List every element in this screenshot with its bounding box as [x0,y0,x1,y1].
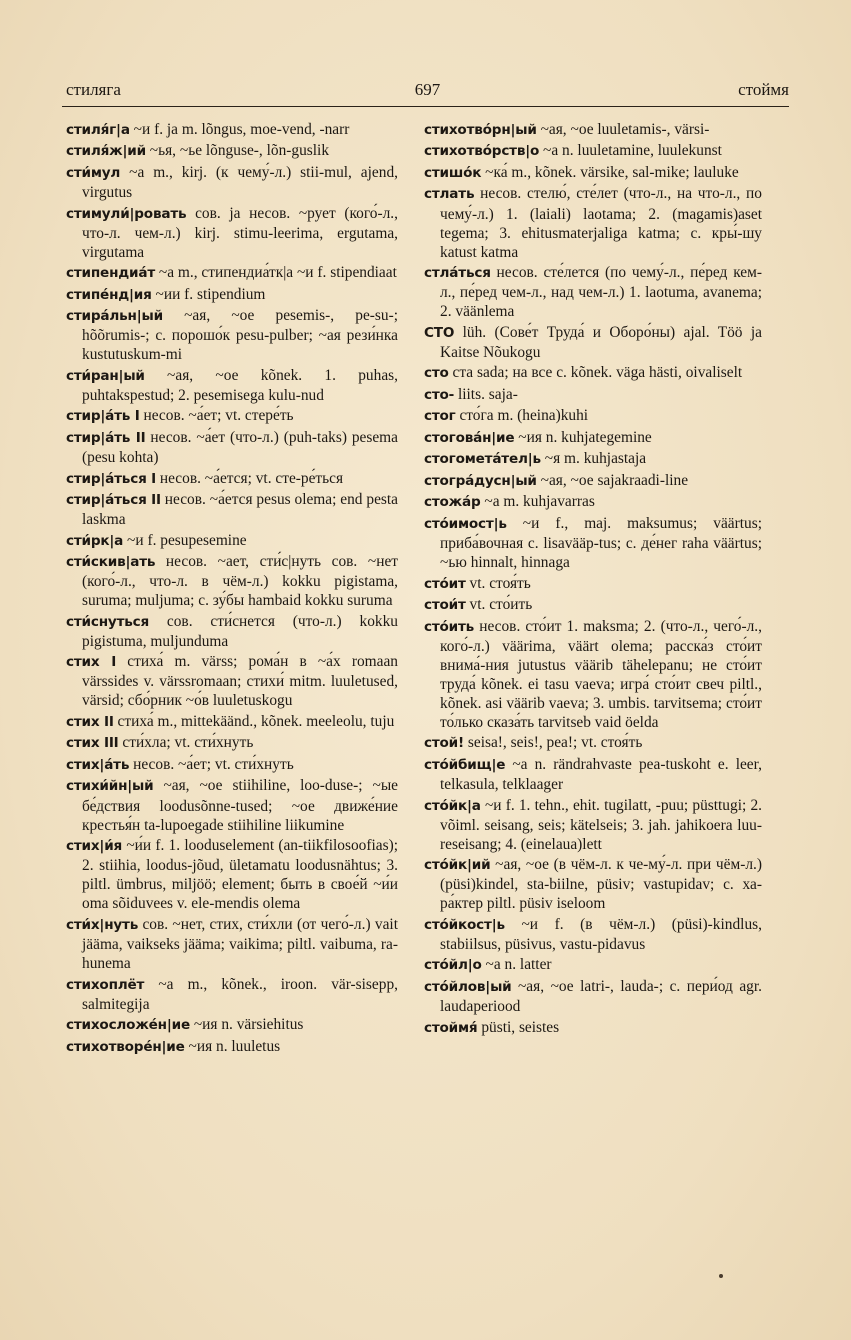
entry-headword: стимули́|ровать [66,205,187,222]
entry-definition: ~ая, ~ое luuletamis-, värsi- [540,121,710,138]
entry-definition: ~и f. ja m. lõngus, moe-vend, -narr [133,121,350,138]
entry-headword: сто́йлов|ый [424,978,512,995]
entry-definition: ~а m. kuhjavarras [484,493,595,511]
dictionary-entry [66,776,398,834]
dictionary-entry [66,1015,398,1035]
entry-headword: сто́йк|а [424,797,481,814]
entry-definition: ~я m. kuhjastaja [544,450,647,468]
entry-headword: стог [424,408,456,425]
entry-definition: ~ии f. stipendium [155,285,266,303]
dictionary-entry [66,915,398,973]
dictionary-entry [424,595,762,615]
dictionary-entry [66,285,398,305]
dictionary-entry [424,915,762,954]
entry-headword: сти́х|нуть [66,916,139,933]
entry-headword: стиля́г|а [66,122,130,138]
entry-headword: сто [424,365,449,382]
entry-headword: стипе́нд|ия [66,286,152,303]
entry-headword: стир|а́ть II [66,429,146,446]
entry-headword: стих II [66,713,114,730]
dictionary-entry [66,712,398,732]
entry-definition: ~ка́ m., kõnek. värsike, sal-mike; lauluke [485,163,739,181]
entry-definition: сти́хла; vt. сти́хнуть [122,734,254,752]
dictionary-entry [424,1018,762,1038]
dictionary-entry [66,1037,398,1057]
dictionary-entry [66,552,398,610]
entry-headword: сто́йкост|ь [424,916,505,933]
dictionary-entry [66,836,398,913]
dictionary-entry [424,428,762,448]
entry-headword: стожа́р [424,494,481,511]
dictionary-entry [424,471,762,491]
entry-headword: сто́йл|о [424,957,482,974]
dictionary-entry [66,975,398,1014]
dictionary-entry [66,141,398,161]
dictionary-entry [424,184,762,261]
entry-headword: стла́ться [424,265,491,282]
dictionary-entry [424,449,762,469]
entry-definition: ~ья, ~ье lõnguse-, lõn-guslik [149,142,330,160]
entry-headword: СТО [424,324,455,341]
ink-spot [719,1274,723,1278]
entry-definition: несов. стелю́, сте́лет (что-л., на что-л., по чему́-л.) 1. (laiali) laotama; 2. (magamis)aset tegema; 3. ehitusmaterjaliga katma; c. кры́-шу katust katma [440,185,762,261]
dictionary-entry [424,120,762,140]
entry-definition: стиха́ m. värss; рома́н в ~а́х romaan värssides v. värssromaan; стихи́ mitm. luuletused, värsid; сбо́рник ~о́в luuletuskogu [82,653,398,710]
dictionary-entry [424,955,762,975]
dictionary-entry [66,652,398,710]
entry-definition: несов. сто́ит 1. maksma; 2. (что-л., чего́-л., кого́-л.) väärima, väärt olema; расска́з сто́ит внима́-ния jutustus väärib tähelepanu; не сто́ит труда́ kõnek. ei tasu vaeva; игра́ сто́ит свеч piltl., kõnek. asi väärib vaeva; 3. umbis. tarvitsema; сто́ит то́лько сказа́ть tarvitseb vaid öelda [440,617,762,731]
header-right-guideword: стоймя [738,80,789,99]
entry-headword: сти́рк|а [66,532,124,549]
entry-headword: стира́льн|ый [66,308,163,325]
dictionary-entry [424,163,762,183]
entry-headword: стих|и́я [66,838,123,855]
entry-headword: стиля́ж|ий [66,143,146,160]
entry-definition: несов. ~а́ется pesus olema; end pesta laskma [82,490,398,529]
dictionary-entry [424,574,762,594]
entry-definition: ~ия n. kuhjategemine [518,428,652,446]
header-rule [62,106,789,107]
entry-definition: несов. ~ает, сти́с|нуть сов. ~нет (кого́-л., что-л. в чём-л.) kokku pigistama, suruma; muljuma; c. зу́бы hambaid kokku suruma [82,553,399,610]
entry-headword: сто́ит [424,575,466,592]
entry-headword: стихотво́рств|о [424,143,540,160]
entry-headword: сто́йбищ|е [424,756,506,773]
entry-headword: стогомета́тел|ь [424,451,541,468]
entry-headword: стихоплёт [66,976,145,993]
entry-definition: ~ая, ~ое (в чём-л. к че-му́-л. при чём-л.) (püsi)kindel, sta-biilne, püsiv; vastupidav; c. ха-ра́ктер piltl. püsiv iseloom [440,856,762,913]
dictionary-entry [66,263,398,283]
entry-definition: ~ия n. luuletus [188,1037,281,1055]
dictionary-entry [66,469,398,489]
dictionary-entry [66,204,398,262]
dictionary-entry [424,514,762,572]
entry-headword: стир|а́ть I [66,408,140,425]
entry-headword: стои́т [424,597,466,614]
dictionary-entry [424,855,762,913]
dictionary-entry [66,531,398,551]
entry-definition: ~ая, ~ое latri-, lauda-; c. пери́од agr. laudaperiood [440,977,762,1016]
entry-definition: ~и f. 1. tehn., ehit. tugilatt, -puu; püsttugi; 2. võiml. seisang, seis; kätelseis; 3. jah. jahikoera luu-reseisang; 4. (einelaua)lett [440,796,762,853]
right-column [424,120,762,1039]
entry-definition: ~и f. (в чём-л.) (püsi)-kindlus, stabiilsus, püsivus, vastu-pidavus [440,915,762,953]
dictionary-entry [424,492,762,512]
entry-definition: ~а n. rändrahvaste pea-tuskoht e. leer, telkasula, telklaager [440,755,762,794]
dictionary-entry [66,406,398,426]
entry-definition: ~и f., maj. maksumus; väärtus; приба́вочная c. lisavääр-tus; c. де́нег raha väärtus; ~ью hinnalt, hinnaga [440,514,762,572]
entry-headword: стой! [424,735,465,752]
dictionary-entry [424,263,762,321]
entry-definition: сто́га m. (heina)kuhi [459,407,589,425]
entry-definition: ~а n. latter [485,956,552,974]
entry-headword: стлать [424,186,475,203]
dictionary-entry [424,385,762,405]
entry-headword: сто- [424,386,455,403]
entry-headword: сти́мул [66,164,121,181]
dictionary-entry [424,406,762,426]
dictionary-entry [424,755,762,794]
header-left-guideword: стиляга [66,80,121,99]
dictionary-entry [424,617,762,733]
entry-headword: стихотворе́н|ие [66,1038,185,1055]
entry-definition: сов. ja несов. ~рует (кого́-л., что-л. чем-л.) kirj. stimu-leerima, ergutama, virgutama [82,204,398,261]
entry-headword: сти́скив|ать [66,554,156,571]
entry-definition: ~ая, ~ое pesemis-, pe-su-; hõõrumis-; c. порошо́к pesu-pulber; ~ая рези́нка kustutuskum-mi [82,307,398,364]
entry-definition: ~ая, ~ое stiihiline, loo-duse-; ~ые бе́дствия loodusõnne-tused; ~ое движе́ние крестья́н ta-lupoegade stiihiline liikumine [82,777,398,834]
entry-headword: стоймя́ [424,1019,478,1036]
entry-definition: сов. сти́снется (что-л.) kokku pigistuma, muljunduma [82,612,398,650]
entry-headword: стипендиа́т [66,265,156,282]
entry-definition: ~а m., стипендиа́тк|а ~и f. stipendiaat [158,264,397,282]
entry-headword: стихосложе́н|ие [66,1017,190,1034]
entry-definition: ~и f. pesupesemine [127,531,247,549]
dictionary-entry [66,733,398,753]
entry-definition: ~ая, ~ое sajakraadi-line [540,471,689,489]
entry-definition: ~ия n. värsiehitus [193,1016,304,1034]
entry-definition: ~а n. luuletamine, luulekunst [543,142,722,160]
entry-definition: несов. сте́лется (по чему́-л., пе́ред кем-л., пе́ред чем-л., над чем-л.) 1. laotuma, avanema; 2. väänlema [440,264,762,321]
entry-definition: vt. сто́ить [469,596,533,614]
entry-definition: liits. saja- [457,385,518,403]
dictionary-entry [66,612,398,651]
entry-headword: стишо́к [424,164,482,181]
entry-headword: сти́снуться [66,613,150,630]
entry-headword: стир|а́ться II [66,491,161,508]
page-number: 697 [414,80,441,99]
entry-definition: сов. ~нет, стих, сти́хли (от чего́-л.) vait jääma, vaikseks jääma; vaikima; piltl. vaibuma, ra-hunema [82,915,398,973]
entry-definition: несов. ~а́ется; vt. сте-ре́ться [159,469,344,487]
entry-headword: сто́йк|ий [424,857,491,874]
dictionary-entry [424,733,762,753]
entry-headword: стогра́дусн|ый [424,472,537,489]
entry-headword: стих I [66,654,117,671]
dictionary-entry [66,755,398,775]
dictionary-entry [424,796,762,854]
entry-definition: ста sada; на все c. kõnek. väga hästi, oivaliselt [452,364,743,382]
page-header [66,80,789,104]
dictionary-entry [66,306,398,364]
entry-definition: ~а m., kõnek., iroon. vär-sisepp, salmitegija [82,975,398,1013]
left-column [66,120,398,1058]
entry-definition: стиха́ m., mittekäänd., kõnek. meeleolu, tuju [117,712,395,730]
entry-headword: сто́имост|ь [424,515,507,532]
dictionary-entry [66,366,398,405]
dictionary-entry [424,141,762,161]
entry-headword: стихи́йн|ый [66,778,154,795]
entry-definition: ~ая, ~ое kõnek. 1. puhas, puhtakspestud; 2. pesemisega kulu-nud [82,366,398,404]
entry-headword: стогова́н|ие [424,429,515,446]
entry-headword: стих III [66,735,119,752]
dictionary-entry [424,977,762,1016]
entry-definition: ~а m., kirj. (к чему́-л.) stii-mul, ajend, virgutus [82,163,398,202]
entry-definition: seisa!, seis!, pea!; vt. стоя́ть [467,734,643,752]
entry-definition: vt. стоя́ть [469,574,531,592]
dictionary-entry [424,363,762,383]
dictionary-entry [424,323,762,362]
entry-headword: стир|а́ться I [66,470,156,487]
dictionary-entry [66,428,398,467]
entry-definition: ~и́и f. 1. looduselement (an-tiikfilosoofias); 2. stiihia, loodus-jõud, ületamatu loodusnähtus; 3. piltl. ümbrus, miljöö; element; быть в свое́й ~и́и oma sõiduvees v. ele-mendis olema [82,837,399,913]
entry-definition: lüh. (Сове́т Труда́ и Оборо́ны) ajal. Töö ja Kaitse Nõukogu [440,323,762,361]
entry-headword: стихотво́рн|ый [424,122,537,138]
entry-headword: сто́ить [424,618,475,635]
dictionary-entry [66,120,398,140]
entry-definition: несов. ~а́ет (что-л.) (puh-taks) pesema (pesu kohta) [82,428,398,467]
entry-headword: сти́ран|ый [66,367,145,384]
dictionary-entry [66,163,398,202]
entry-definition: несов. ~а́ет; vt. стере́ть [143,407,294,425]
entry-definition: несов. ~а́ет; vt. сти́хнуть [133,755,294,773]
entry-headword: стих|а́ть [66,756,130,773]
entry-definition: püsti, seistes [481,1018,560,1036]
dictionary-entry [66,490,398,529]
